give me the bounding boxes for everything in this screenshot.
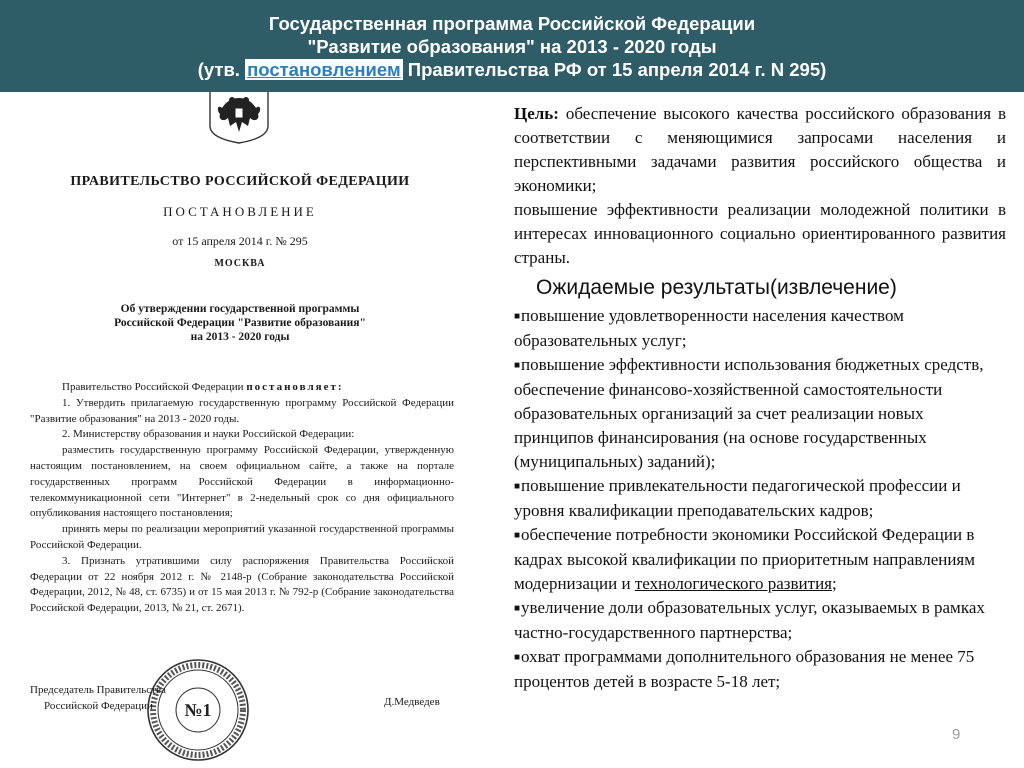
slide-header	[0, 0, 1024, 92]
decree-paragraph: принять меры по реализации мероприятий указанной государственной программы Российской Федерации.	[30, 523, 454, 551]
decree-city: МОСКВА	[214, 258, 266, 269]
signature-name: Д.Медведев	[384, 696, 440, 708]
list-item	[514, 474, 1006, 523]
list-item-text: повышение удовлетворенности населения качеством образовательных услуг;	[514, 306, 904, 350]
list-item	[514, 353, 1006, 474]
signature-title	[30, 682, 166, 714]
header-title-line-2: "Развитие образования" на 2013 - 2020 годы	[307, 36, 717, 57]
decree-date-number: от 15 апреля 2014 г. № 295	[172, 234, 308, 248]
decree-body	[30, 380, 454, 617]
page-number: 9	[952, 726, 961, 743]
decree-link[interactable]: постановлением	[247, 59, 401, 80]
list-item-text: повышение привлекательности педагогической профессии и уровня квалификации преподавательских кадров;	[514, 476, 961, 520]
decree-intro	[30, 380, 454, 396]
underlined-phrase: технологического развития	[634, 574, 832, 593]
bullet-icon: ■	[514, 311, 521, 322]
goal-paragraph	[514, 102, 1006, 198]
bullet-icon: ■	[514, 360, 521, 371]
decree-paragraph: 2. Министерству образования и науки Российской Федерации:	[62, 428, 355, 441]
subject-line: Об утверждении государственной программы	[120, 303, 360, 315]
goal-text: обеспечение высокого качества российского образования в соответствии с меняющимися запросами населения и перспективными задачами развития российского общества и экономики;	[514, 104, 1006, 195]
goal-label: Цель:	[514, 104, 559, 123]
seal-number: №1	[184, 700, 212, 720]
decree-document-scan	[0, 92, 500, 768]
list-item	[514, 523, 1006, 596]
list-item	[514, 304, 1006, 353]
coat-of-arms-icon	[206, 92, 272, 144]
decree-subject	[90, 302, 390, 344]
decree-paragraph: разместить государственную программу Российской Федерации, утвержденную настоящим постановлением, на своем официальном сайте, а также на портале государственных программ Российской Федерации в информационно-телекоммуникационной сети "Интернет" в 2-недельный срок со дня официального опубликования настоящего постановления;	[30, 444, 454, 520]
subject-line: Российской Федерации "Развитие образования"	[114, 317, 366, 329]
list-item-text: увеличение доли образовательных услуг, оказываемых в рамках частно-государственного партнерства;	[514, 598, 985, 642]
list-item-text: охват программами дополнительного образования не менее 75 процентов детей в возрасте 5-18 лет;	[514, 647, 975, 691]
list-item	[514, 645, 1006, 694]
list-item-text: повышение эффективности использования бюджетных средств, обеспечение финансово-хозяйственной самостоятельности образовательных организаций за счет реализации новых принципов финансирования (на основе государственных (муниципальных) заданий);	[514, 355, 984, 471]
header-title-line-3	[0, 58, 1024, 81]
header-title-line-1: Государственная программа Российской Федерации	[268, 13, 756, 34]
bullet-icon: ■	[514, 530, 521, 541]
bullet-icon: ■	[514, 481, 521, 492]
bullet-icon: ■	[514, 652, 521, 663]
decree-paragraph: 3. Признать утратившими силу распоряжения Правительства Российской Федерации от 22 ноября 2012 г. № 2148-р (Собрание законодательства Российской Федерации, 2012, № 48, ст. 6735) и от 15 мая 2013 г. № 792-р (Собрание законодательства Российской Федерации, 2013, № 21, ст. 2671).	[30, 554, 454, 615]
signature-title-line: Председатель Правительства	[30, 684, 166, 696]
goal-paragraph-2: повышение эффективности реализации молодежной политики в интересах инновационного социально ориентированного развития страны.	[514, 200, 1006, 267]
decree-word: ПОСТАНОВЛЕНИЕ	[163, 204, 317, 219]
decree-verb: постановляет:	[246, 381, 344, 393]
list-item-text: обеспечение потребности экономики Российской Федерации в кадрах высокой квалификации по приоритетным направлениям модернизации и	[514, 525, 976, 593]
results-heading: Ожидаемые результаты(извлечение)	[536, 276, 897, 299]
header-suffix: Правительства РФ от 15 апреля 2014 г. N 295)	[402, 59, 827, 80]
government-title: ПРАВИТЕЛЬСТВО РОССИЙСКОЙ ФЕДЕРАЦИИ	[70, 174, 410, 189]
decree-paragraph: 1. Утвердить прилагаемую государственную программу Российской Федерации "Развитие образования" на 2013 - 2020 годы.	[30, 396, 454, 425]
subject-line: на 2013 - 2020 годы	[190, 331, 290, 343]
program-summary	[514, 102, 1006, 694]
header-prefix: (утв.	[197, 59, 246, 80]
results-list	[514, 304, 1006, 694]
goal-block	[514, 102, 1006, 270]
signature-title-line: Российской Федерации	[44, 700, 153, 712]
list-item	[514, 596, 1006, 645]
list-item-tail: ;	[831, 574, 837, 593]
decree-intro-text: Правительство Российской Федерации	[62, 381, 244, 393]
bullet-icon: ■	[514, 603, 521, 614]
